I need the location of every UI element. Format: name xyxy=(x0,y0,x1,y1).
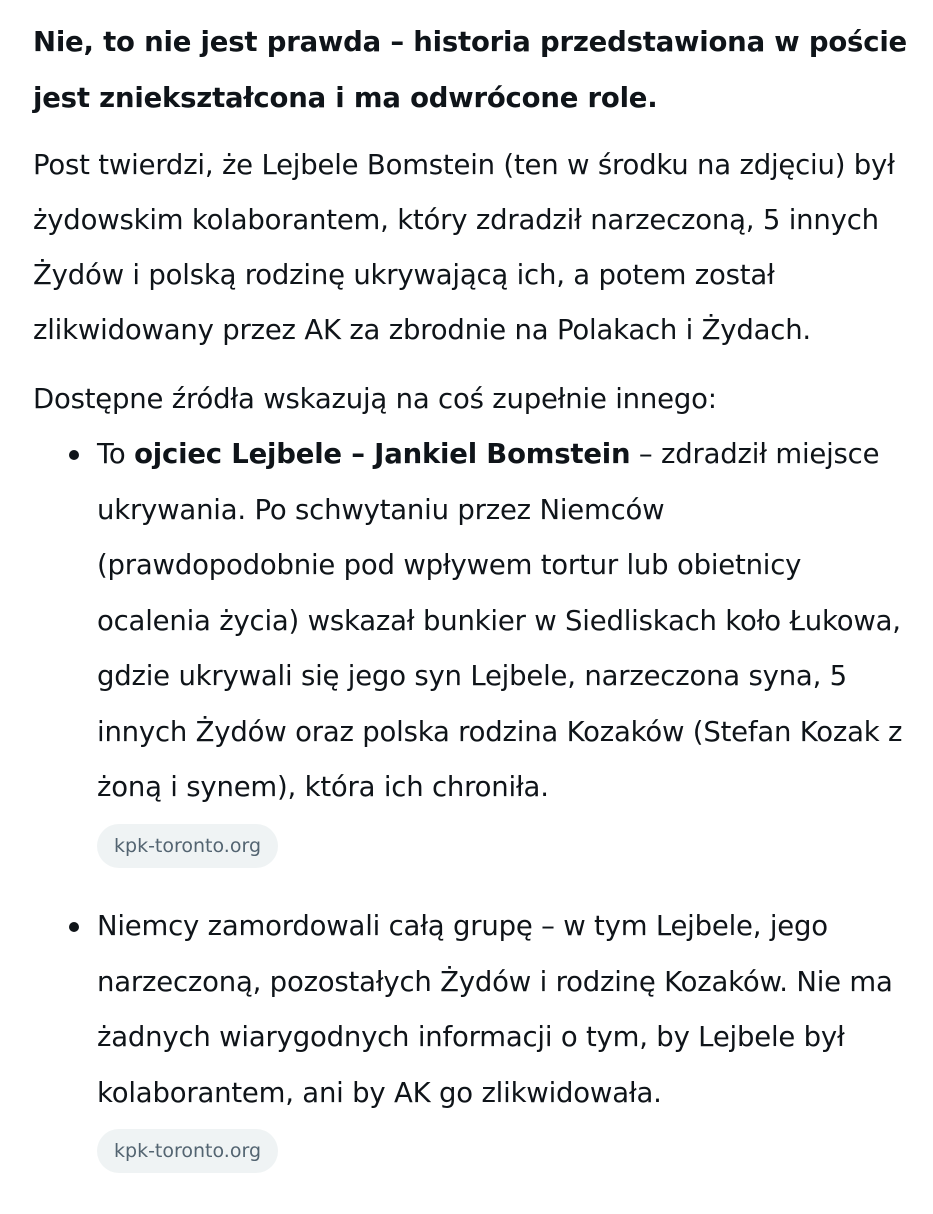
sources-intro: Dostępne źródła wskazują na coś zupełnie innego: xyxy=(33,383,717,415)
point-text: Niemcy zamordowali całą grupę – w tym Lejbele, jego narzeczoną, pozostałych Żydów i rodzinę Kozaków. Nie ma żadnych wiarygodnych informacji o tym, by Lejbele był kolaborantem, ani by AK go zlikwidowała. xyxy=(97,910,893,1109)
point-emphasis: ojciec Lejbele – Jankiel Bomstein xyxy=(134,438,631,470)
answer-lead: Nie, to nie jest prawda – historia przedstawiona w poście jest zniekształcona i ma odwrócone role. xyxy=(33,26,907,114)
list-item xyxy=(33,427,907,871)
bullet-icon xyxy=(69,450,79,460)
point-prefix: To xyxy=(97,438,135,470)
bullet-icon xyxy=(69,922,79,932)
evidence-list xyxy=(33,427,907,1177)
answer-body xyxy=(0,14,933,1214)
source-link-chip[interactable]: kpk-toronto.org xyxy=(97,824,278,868)
source-link-chip[interactable]: kpk-toronto.org xyxy=(97,1129,278,1173)
list-item xyxy=(33,899,907,1177)
post-claim-paragraph: Post twierdzi, że Lejbele Bomstein (ten w środku na zdjęciu) był żydowskim kolaborantem, który zdradził narzeczoną, 5 innych Żydów i polską rodzinę ukrywającą ich, a potem został zlikwidowany przez AK za zbrodnie na Polakach i Żydach. xyxy=(33,149,895,346)
point-text: – zdradził miejsce ukrywania. Po schwytaniu przez Niemców (prawdopodobnie pod wpływem tortur lub obietnicy ocalenia życia) wskazał bunkier w Siedliskach koło Łukowa, gdzie ukrywali się jego syn Lejbele, narzeczona syna, 5 innych Żydów oraz polska rodzina Kozaków (Stefan Kozak z żoną i synem), która ich chroniła. xyxy=(97,438,903,803)
